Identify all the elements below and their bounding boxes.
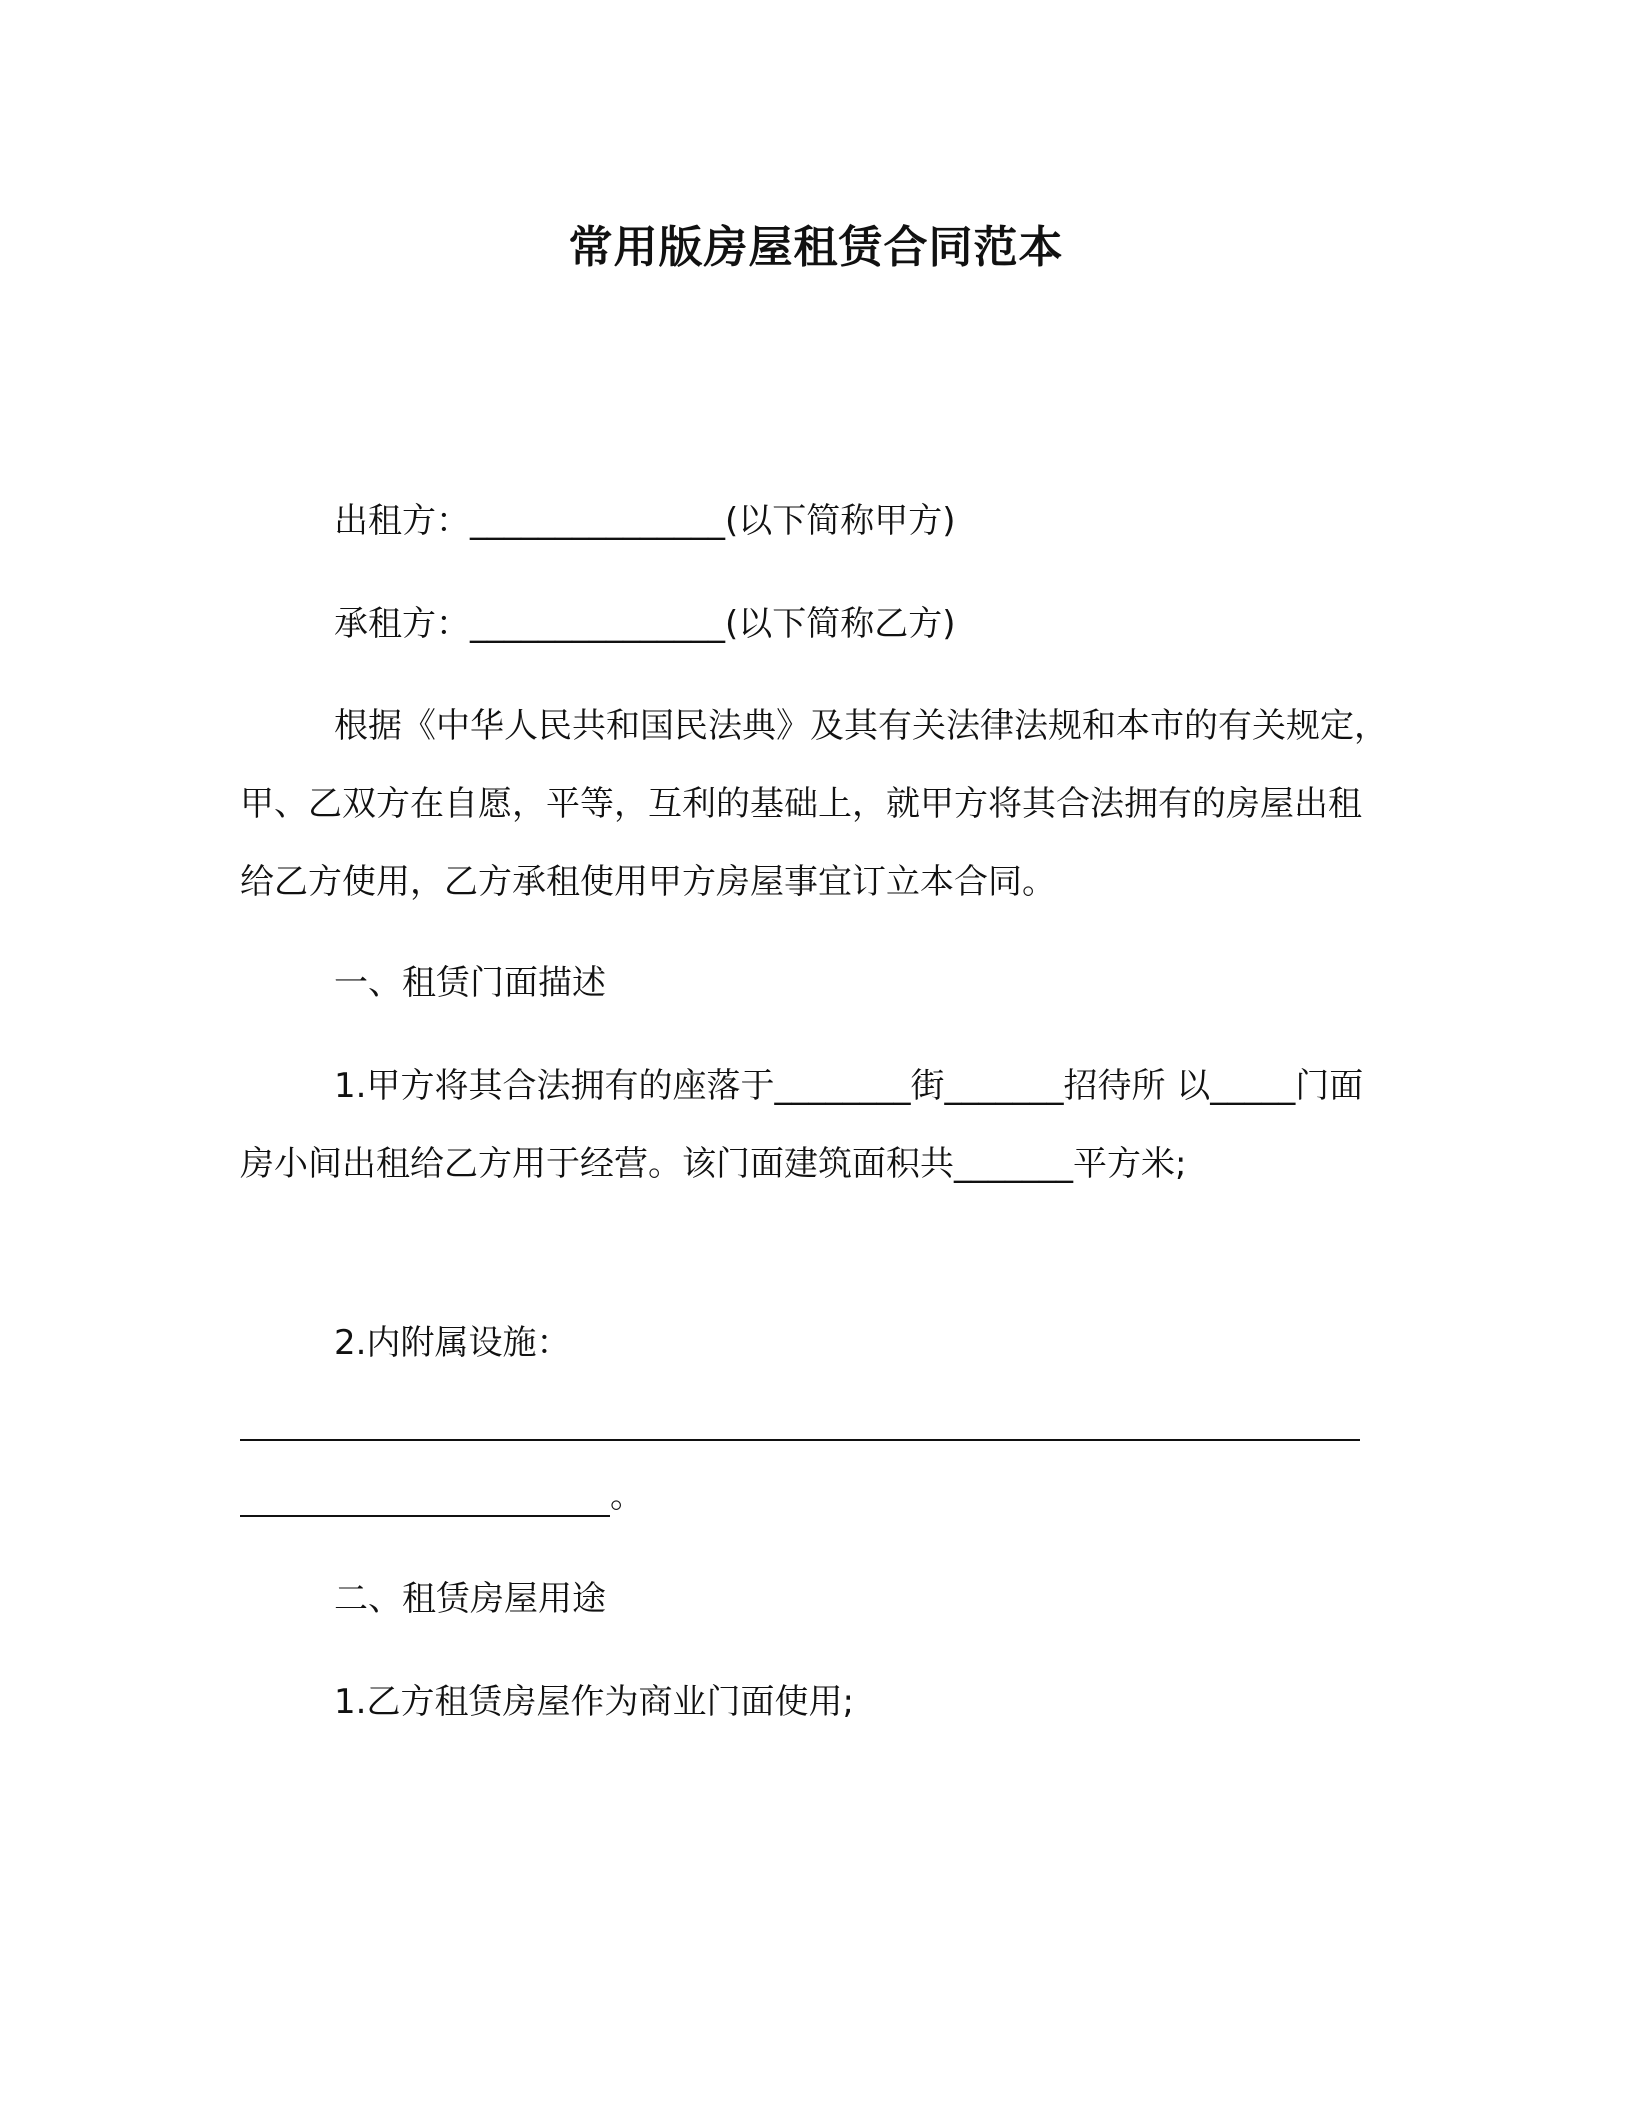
section1-item1: 1.甲方将其合法拥有的座落于________街_______招待所 以_____门面房小间出租给乙方用于经营。该门面建筑面积共_______平方米;: [240, 1066, 1364, 1184]
fill-blank-line: [240, 1515, 610, 1517]
section2-heading: 二、租赁房屋用途: [334, 1579, 606, 1619]
lessor-line: 出租方：_______________(以下简称甲方): [334, 501, 956, 541]
preamble-paragraph: 根据《中华人民共和国民法典》及其有关法律法规和本市的有关规定，甲、乙双方在自愿，平等，互利的基础上，就甲方将其合法拥有的房屋出租给乙方使用，乙方承租使用甲方房屋事宜订立本合同。: [240, 706, 1388, 902]
fill-blank-line: [240, 1439, 1360, 1441]
fill-blank-end: 。: [610, 1476, 644, 1516]
lessee-line: 承租方：_______________(以下简称乙方): [334, 604, 956, 644]
document-title: 常用版房屋租赁合同范本: [568, 222, 1064, 273]
section2-item1: 1.乙方租赁房屋作为商业门面使用;: [334, 1682, 854, 1722]
section1-heading: 一、租赁门面描述: [334, 963, 606, 1003]
section1-item2: 2.内附属设施：: [334, 1323, 571, 1363]
